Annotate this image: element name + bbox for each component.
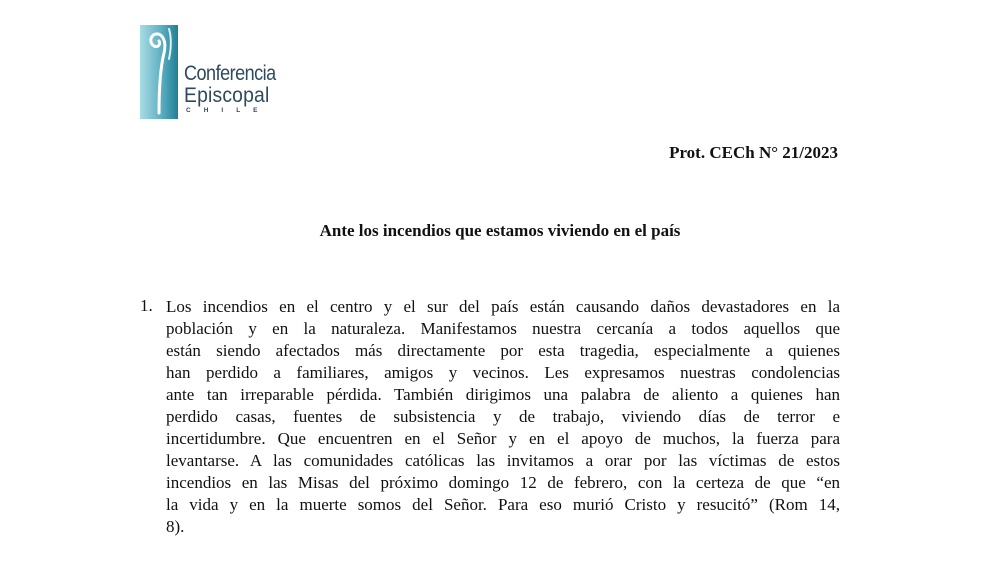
logo [140,25,285,125]
paragraph-number: 1. [140,296,153,315]
paragraph-line: están siendo afectados más directamente por esta tragedia, especialmente a quienes [166,341,840,360]
paragraph-line: la vida y en la muerte somos del Señor. Para eso murió Cristo y resucitó” (Rom 14, [166,495,840,514]
logo-line-conferencia: Conferencia [184,62,276,85]
logo-line-episcopal: Episcopal [184,84,270,107]
paragraph-line: Los incendios en el centro y el sur del país están causando daños devastadores en la [166,297,840,316]
paragraph-body [166,296,840,538]
paragraph-line: incendios en las Misas del próximo domingo 12 de febrero, con la certeza de que “en [166,473,840,492]
paragraph-line: perdido casas, fuentes de subsistencia y de trabajo, viviendo días de terror e [166,407,840,426]
paragraph-line: han perdido a familiares, amigos y vecinos. Les expresamos nuestras condolencias [166,363,840,382]
paragraph-line: población y en la naturaleza. Manifestamos nuestra cercanía a todos aquellos que [166,319,840,338]
protocol-number: Prot. CECh N° 21/2023 [669,143,838,162]
paragraph-line: ante tan irreparable pérdida. También dirigimos una palabra de aliento a quienes han [166,385,840,404]
logo-text [184,63,291,115]
paragraph-line: incertidumbre. Que encuentren en el Señor y en el apoyo de muchos, la fuerza para [166,429,840,448]
logo-line-chile: CHILE [186,107,271,114]
conference-emblem-icon [140,25,178,119]
paragraph-line: levantarse. A las comunidades católicas las invitamos a orar por las víctimas de estos [166,451,840,470]
paragraph-line: 8). [166,517,185,536]
document-title: Ante los incendios que estamos viviendo en el país [319,221,681,240]
